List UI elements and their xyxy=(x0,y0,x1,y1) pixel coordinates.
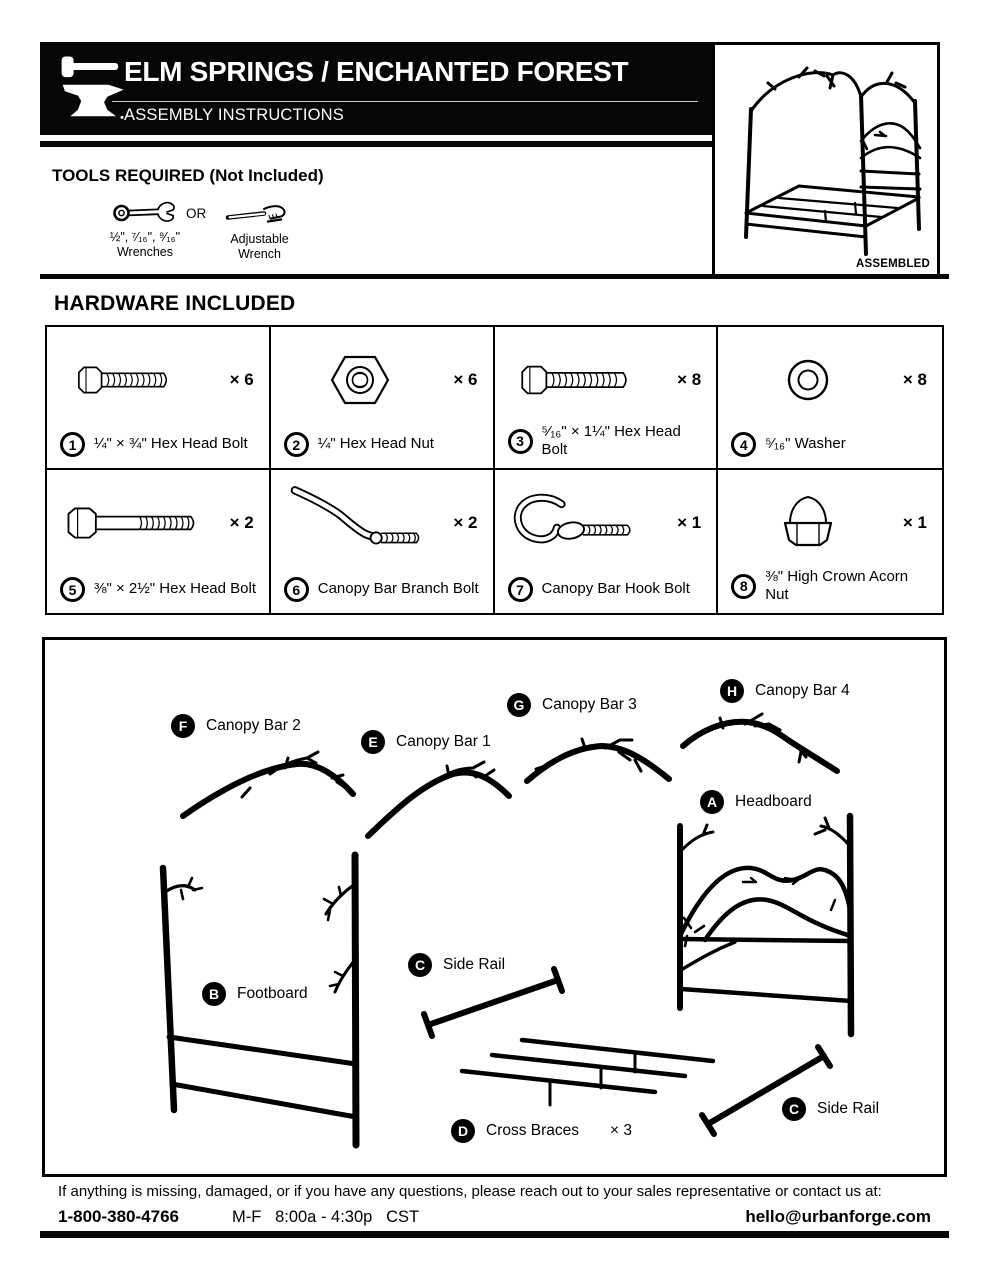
part-name: Side Rail xyxy=(443,956,506,973)
header-divider xyxy=(112,101,698,102)
part-label-headboard xyxy=(700,790,812,814)
section-divider xyxy=(40,274,949,279)
part-badge: H xyxy=(720,679,744,703)
adjustable-wrench-icon xyxy=(224,200,296,226)
part-label-canopy-bar-2 xyxy=(171,714,301,738)
part-quantity: × 3 xyxy=(610,1122,633,1139)
page-title: ELM SPRINGS / ENCHANTED FOREST xyxy=(124,56,629,87)
quantity: × 6 xyxy=(229,370,254,389)
combination-wrench-icon xyxy=(112,200,178,224)
hex-head-bolt-icon xyxy=(47,339,225,421)
item-number: 1 xyxy=(60,432,85,457)
hardware-heading: HARDWARE INCLUDED xyxy=(54,292,296,315)
quantity: × 8 xyxy=(902,370,927,389)
assembled-bed-drawing xyxy=(715,45,937,275)
part-badge: A xyxy=(700,790,724,814)
quantity: × 6 xyxy=(453,370,478,389)
part-name: Cross Braces xyxy=(486,1122,580,1139)
item-label: Canopy Bar Branch Bolt xyxy=(317,580,479,598)
hardware-item-7 xyxy=(495,470,719,613)
part-label-canopy-bar-1 xyxy=(361,730,491,754)
part-name: Canopy Bar 2 xyxy=(206,717,301,734)
adjustable-wrench-label: Adjustable Wrench xyxy=(230,232,289,261)
footer-hours: M-F 8:00a - 4:30p CST xyxy=(232,1208,420,1226)
hex-head-bolt-icon xyxy=(495,339,673,421)
item-label: ⅜" High Crown Acorn Nut xyxy=(765,567,909,604)
part-name: Canopy Bar 3 xyxy=(542,696,637,713)
hardware-item-3 xyxy=(495,327,719,470)
tool-adjustable-wrench xyxy=(212,200,307,262)
quantity: × 2 xyxy=(229,513,254,532)
item-number: 3 xyxy=(508,429,533,454)
part-name: Headboard xyxy=(735,793,812,810)
header-bar xyxy=(40,42,712,135)
item-number: 4 xyxy=(731,432,756,457)
item-label: Canopy Bar Hook Bolt xyxy=(541,580,690,598)
part-label-footboard xyxy=(202,982,308,1006)
assembled-preview xyxy=(712,42,940,278)
quantity: × 1 xyxy=(902,513,927,532)
footer-phone: 1-800-380-4766 xyxy=(58,1207,179,1226)
wrench-sizes-label: ½", ⁷⁄₁₆", ⁹⁄₁₆" Wrenches xyxy=(109,230,181,259)
hardware-item-1 xyxy=(47,327,271,470)
quantity: × 2 xyxy=(453,513,478,532)
header-stripe xyxy=(40,141,712,147)
part-badge: E xyxy=(361,730,385,754)
branch-bolt-icon xyxy=(271,482,457,564)
washer-icon xyxy=(718,339,898,421)
part-badge: B xyxy=(202,982,226,1006)
part-badge: C xyxy=(408,953,432,977)
tool-wrenches xyxy=(100,200,190,260)
item-label: ⁵⁄₁₆" × 1¼" Hex Head Bolt xyxy=(541,422,681,459)
header-text xyxy=(124,42,702,135)
tools-or-label: OR xyxy=(186,206,207,221)
anvil-hammer-icon xyxy=(54,50,128,126)
hardware-table xyxy=(45,325,944,615)
quantity: × 1 xyxy=(677,513,702,532)
part-name: Footboard xyxy=(237,985,308,1002)
part-label-canopy-bar-3 xyxy=(507,693,637,717)
part-name: Canopy Bar 4 xyxy=(755,682,850,699)
part-label-side-rail-2 xyxy=(782,1097,879,1121)
footer-message: If anything is missing, damaged, or if you have any questions, please reach out to your sales representative or contact us at: xyxy=(58,1183,882,1200)
item-number: 6 xyxy=(284,577,309,602)
hook-bolt-icon xyxy=(495,482,681,564)
hardware-item-5 xyxy=(47,470,271,613)
item-label: ¼" Hex Head Nut xyxy=(317,435,434,453)
bottom-rule xyxy=(40,1231,949,1238)
item-label: ⁵⁄₁₆" Washer xyxy=(765,435,846,453)
item-number: 8 xyxy=(731,574,756,599)
quantity: × 8 xyxy=(677,370,702,389)
hardware-item-6 xyxy=(271,470,495,613)
hex-nut-icon xyxy=(271,339,449,421)
item-number: 7 xyxy=(508,577,533,602)
part-badge: G xyxy=(507,693,531,717)
item-number: 2 xyxy=(284,432,309,457)
footer-email: hello@urbanforge.com xyxy=(745,1207,931,1226)
assembled-caption: ASSEMBLED xyxy=(855,258,930,270)
part-label-canopy-bar-4 xyxy=(720,679,850,703)
long-hex-bolt-icon xyxy=(47,482,225,564)
item-label: ¼" × ¾" Hex Head Bolt xyxy=(94,435,248,453)
item-number: 5 xyxy=(60,577,85,602)
page-subtitle: ASSEMBLY INSTRUCTIONS xyxy=(124,106,344,124)
item-label: ⅜" × 2½" Hex Head Bolt xyxy=(94,580,256,598)
part-label-side-rail-1 xyxy=(408,953,505,977)
part-badge: F xyxy=(171,714,195,738)
hardware-item-2 xyxy=(271,327,495,470)
hardware-item-4 xyxy=(718,327,942,470)
part-label-cross-braces xyxy=(451,1119,632,1143)
part-name: Side Rail xyxy=(817,1100,880,1117)
part-badge: C xyxy=(782,1097,806,1121)
acorn-nut-icon xyxy=(718,482,898,564)
part-badge: D xyxy=(451,1119,475,1143)
hardware-item-8 xyxy=(718,470,942,613)
tools-heading: TOOLS REQUIRED (Not Included) xyxy=(52,166,324,185)
part-name: Canopy Bar 1 xyxy=(396,733,491,750)
parts-diagram xyxy=(42,637,947,1177)
